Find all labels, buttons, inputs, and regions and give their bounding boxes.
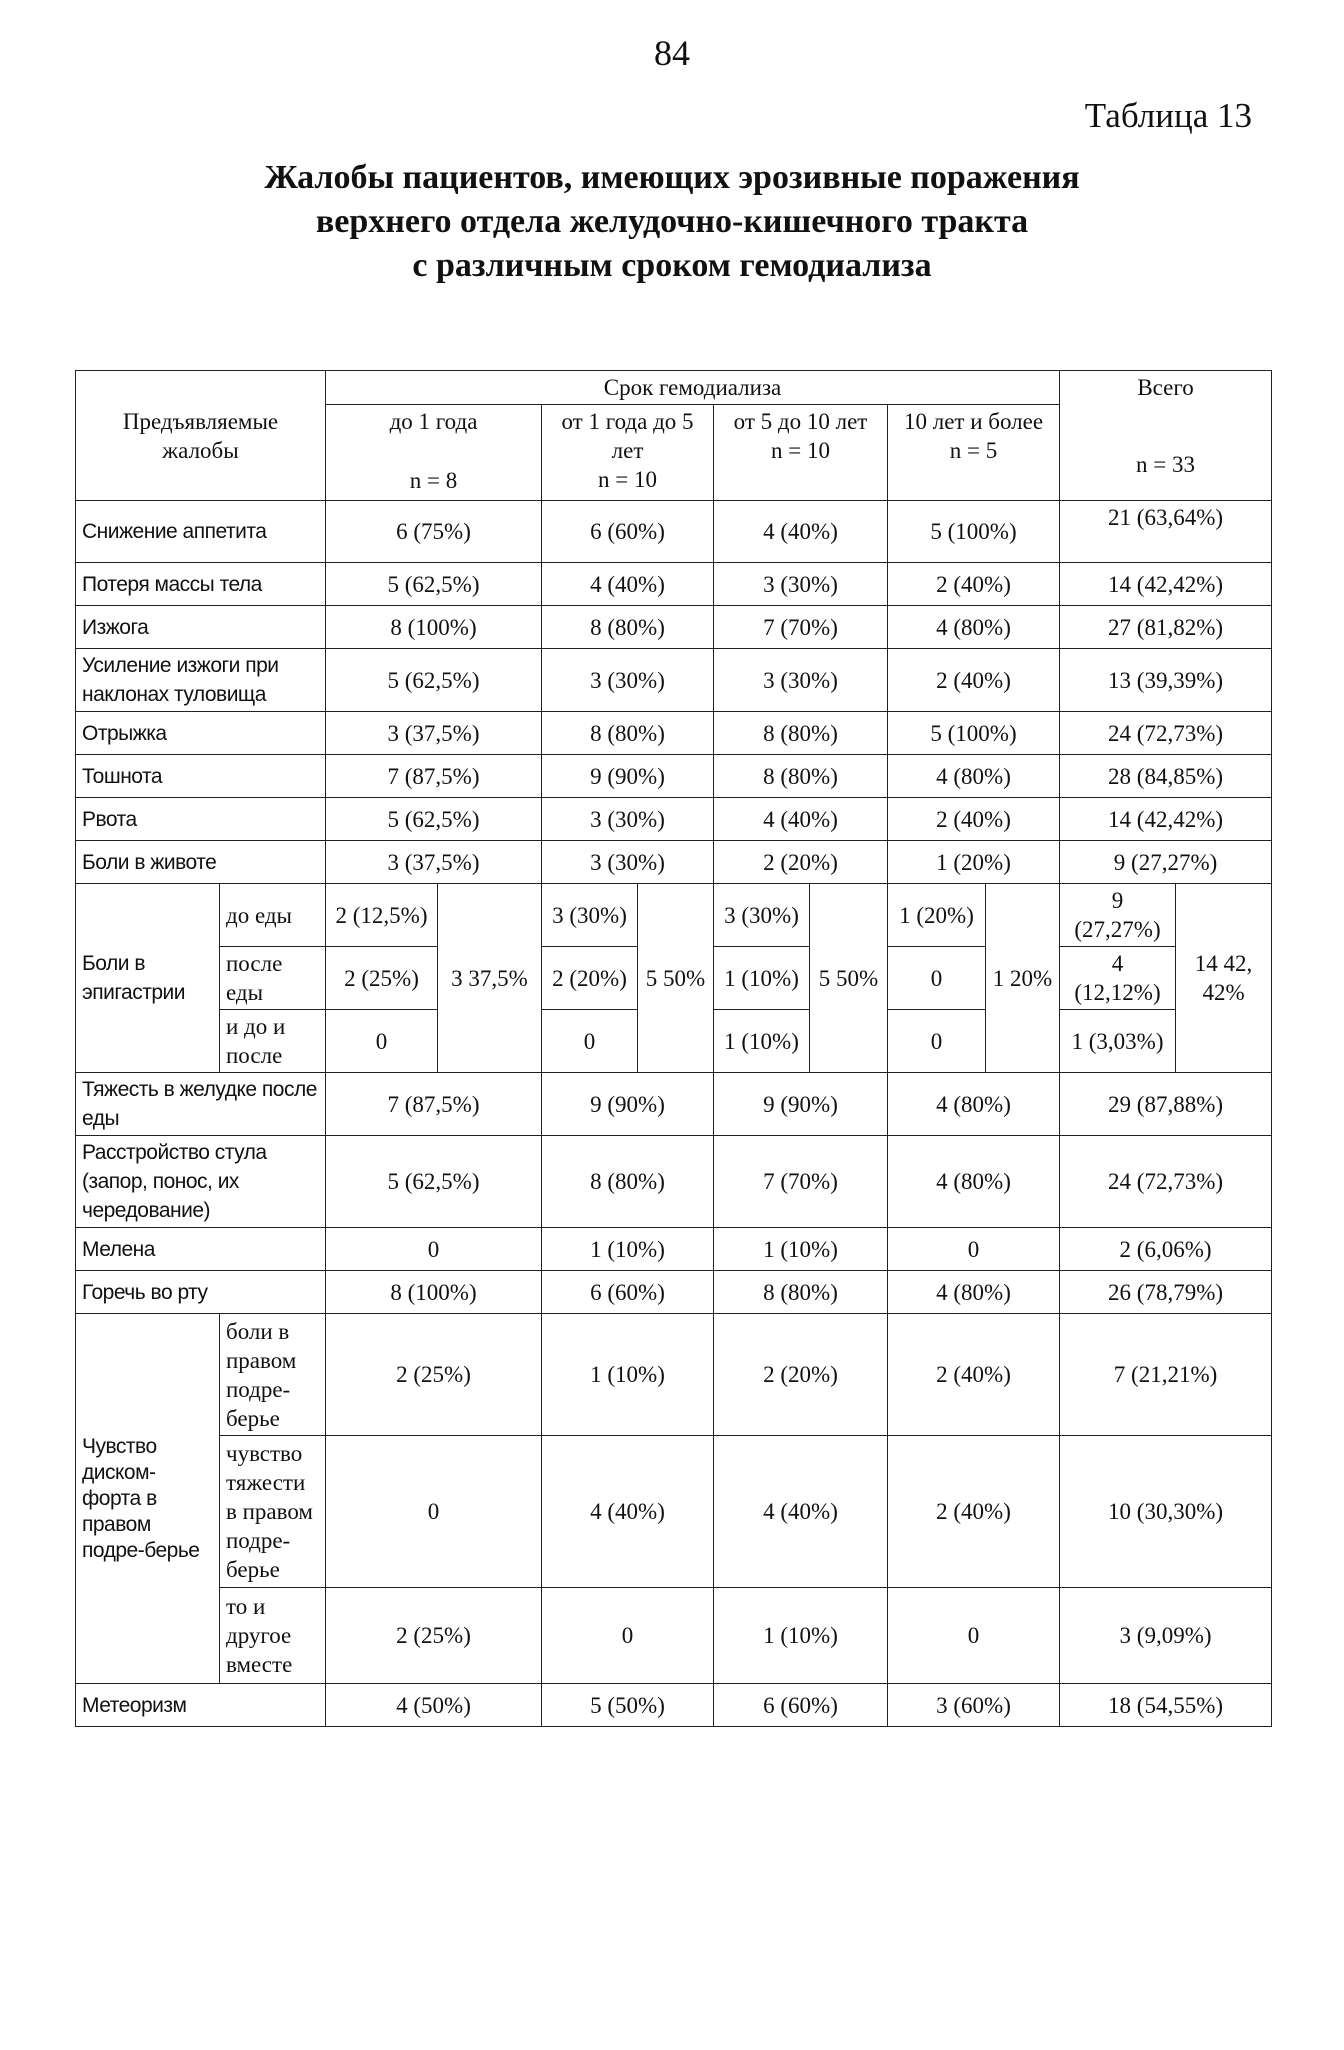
group-label: 10 лет и более xyxy=(903,409,1044,434)
cell: 9 (27,27%) xyxy=(1060,841,1272,884)
table-row xyxy=(76,755,1272,798)
cell: 2 (40%) xyxy=(888,649,1060,712)
cell: 4 (80%) xyxy=(888,1073,1060,1136)
cell: 5 (62,5%) xyxy=(326,649,542,712)
cell: 0 xyxy=(326,1436,542,1588)
row-label: Потеря массы тела xyxy=(76,563,326,606)
cell: 0 xyxy=(326,1010,438,1073)
header-total-n: n = 33 xyxy=(1136,452,1196,477)
cell: 1 (10%) xyxy=(714,1010,810,1073)
subtotal-cell: 1 20% xyxy=(986,884,1060,1073)
sub-label: боли в правом подре-берье xyxy=(220,1314,326,1436)
subtotal-cell: 5 50% xyxy=(638,884,714,1073)
sub-label: чувство тяжести в правом подре-берье xyxy=(220,1436,326,1588)
cell: 21 (63,64%) xyxy=(1060,501,1272,563)
cell: 18 (54,55%) xyxy=(1060,1684,1272,1727)
cell: 2 (25%) xyxy=(326,1588,542,1684)
cell: 1 (20%) xyxy=(888,841,1060,884)
cell: 8 (80%) xyxy=(542,606,714,649)
cell: 2 (25%) xyxy=(326,1314,542,1436)
table-row xyxy=(76,501,1272,563)
header-total xyxy=(1060,371,1272,501)
table-row xyxy=(76,884,1272,947)
cell: 5 (100%) xyxy=(888,501,1060,563)
cell: 9 (90%) xyxy=(542,1073,714,1136)
cell: 8 (80%) xyxy=(714,1271,888,1314)
cell: 8 (100%) xyxy=(326,1271,542,1314)
cell: 4 (80%) xyxy=(888,755,1060,798)
cell: 4 (12,12%) xyxy=(1060,947,1176,1010)
row-label: Боли в животе xyxy=(76,841,326,884)
cell: 2 (40%) xyxy=(888,1436,1060,1588)
cell: 8 (80%) xyxy=(714,712,888,755)
cell: 0 xyxy=(542,1010,638,1073)
table-row xyxy=(76,563,1272,606)
row-label: Расстройство стула (запор, понос, их чередование) xyxy=(76,1136,326,1228)
row-label: Чувство диском-форта в правом подре-берье xyxy=(76,1314,220,1684)
cell: 8 (100%) xyxy=(326,606,542,649)
cell: 3 (37,5%) xyxy=(326,712,542,755)
cell: 3 (60%) xyxy=(888,1684,1060,1727)
table-row xyxy=(76,798,1272,841)
complaints-table xyxy=(75,370,1272,1727)
row-label: Горечь во рту xyxy=(76,1271,326,1314)
table-row xyxy=(76,1271,1272,1314)
cell: 1 (20%) xyxy=(888,884,986,947)
table-row xyxy=(76,1073,1272,1136)
cell: 0 xyxy=(888,1228,1060,1271)
group-label: от 1 года до 5 лет xyxy=(561,409,694,463)
row-label: Усиление изжоги при наклонах туловища xyxy=(76,649,326,712)
cell: 1 (10%) xyxy=(714,947,810,1010)
cell: 24 (72,73%) xyxy=(1060,712,1272,755)
cell: 7 (70%) xyxy=(714,1136,888,1228)
cell: 14 (42,42%) xyxy=(1060,798,1272,841)
cell: 4 (40%) xyxy=(542,563,714,606)
sub-label: до еды xyxy=(220,884,326,947)
cell: 29 (87,88%) xyxy=(1060,1073,1272,1136)
title-line: с различным сроком гемодиализа xyxy=(412,247,932,284)
header-total-label: Всего xyxy=(1137,375,1194,400)
table-row xyxy=(76,841,1272,884)
cell: 5 (62,5%) xyxy=(326,563,542,606)
cell: 3 (30%) xyxy=(542,649,714,712)
table-row xyxy=(76,1314,1272,1436)
row-label: Изжога xyxy=(76,606,326,649)
cell: 4 (40%) xyxy=(542,1436,714,1588)
cell: 2 (6,06%) xyxy=(1060,1228,1272,1271)
cell: 1 (10%) xyxy=(542,1314,714,1436)
row-label: Тошнота xyxy=(76,755,326,798)
header-complaints: Предъявляемые жалобы xyxy=(76,371,326,501)
cell: 26 (78,79%) xyxy=(1060,1271,1272,1314)
table-row xyxy=(76,1136,1272,1228)
sub-label: то и другое вместе xyxy=(220,1588,326,1684)
group-n: n = 5 xyxy=(949,438,998,463)
cell: 1 (10%) xyxy=(542,1228,714,1271)
table-row xyxy=(76,1228,1272,1271)
cell: 1 (10%) xyxy=(714,1228,888,1271)
subtotal-cell: 3 37,5% xyxy=(438,884,542,1073)
cell: 7 (70%) xyxy=(714,606,888,649)
table-row xyxy=(76,606,1272,649)
cell: 7 (87,5%) xyxy=(326,755,542,798)
group-n: n = 10 xyxy=(771,438,830,463)
cell: 2 (40%) xyxy=(888,798,1060,841)
cell: 7 (87,5%) xyxy=(326,1073,542,1136)
cell: 0 xyxy=(888,1588,1060,1684)
row-label: Боли в эпигастрии xyxy=(76,884,220,1073)
cell: 9 (90%) xyxy=(714,1073,888,1136)
sub-label: после еды xyxy=(220,947,326,1010)
table-row xyxy=(76,1588,1272,1684)
header-group xyxy=(326,405,542,501)
cell: 9 (90%) xyxy=(542,755,714,798)
cell: 2 (20%) xyxy=(714,841,888,884)
cell: 3 (30%) xyxy=(542,884,638,947)
cell: 6 (60%) xyxy=(542,501,714,563)
cell: 3 (30%) xyxy=(714,563,888,606)
cell: 4 (80%) xyxy=(888,1271,1060,1314)
cell: 0 xyxy=(888,1010,986,1073)
sub-label: и до и после xyxy=(220,1010,326,1073)
cell: 4 (40%) xyxy=(714,798,888,841)
cell: 2 (40%) xyxy=(888,1314,1060,1436)
cell: 4 (80%) xyxy=(888,606,1060,649)
table-title xyxy=(0,156,1344,288)
cell: 2 (20%) xyxy=(542,947,638,1010)
cell: 3 (30%) xyxy=(714,649,888,712)
header-group xyxy=(542,405,714,501)
cell: 0 xyxy=(542,1588,714,1684)
cell: 3 (30%) xyxy=(542,798,714,841)
header-group xyxy=(888,405,1060,501)
cell: 6 (60%) xyxy=(714,1684,888,1727)
cell: 3 (30%) xyxy=(542,841,714,884)
cell: 2 (12,5%) xyxy=(326,884,438,947)
row-label: Отрыжка xyxy=(76,712,326,755)
cell: 5 (62,5%) xyxy=(326,798,542,841)
cell: 2 (25%) xyxy=(326,947,438,1010)
cell: 5 (100%) xyxy=(888,712,1060,755)
title-line: Жалобы пациентов, имеющих эрозивные поражения xyxy=(264,159,1080,196)
row-label: Мелена xyxy=(76,1228,326,1271)
cell: 3 (9,09%) xyxy=(1060,1588,1272,1684)
title-line: верхнего отдела желудочно-кишечного тракта xyxy=(315,203,1029,240)
cell: 0 xyxy=(326,1228,542,1271)
cell: 2 (20%) xyxy=(714,1314,888,1436)
header-group xyxy=(714,405,888,501)
table-row xyxy=(76,712,1272,755)
page-number: 84 xyxy=(654,33,690,73)
cell: 2 (40%) xyxy=(888,563,1060,606)
subtotal-cell: 5 50% xyxy=(810,884,888,1073)
cell: 5 (50%) xyxy=(542,1684,714,1727)
cell: 14 (42,42%) xyxy=(1060,563,1272,606)
cell: 0 xyxy=(888,947,986,1010)
group-n: n = 10 xyxy=(598,467,657,492)
row-label: Тяжесть в желудке после еды xyxy=(76,1073,326,1136)
cell: 4 (40%) xyxy=(714,501,888,563)
cell: 6 (75%) xyxy=(326,501,542,563)
header-period: Срок гемодиализа xyxy=(326,371,1060,405)
cell: 8 (80%) xyxy=(542,712,714,755)
cell: 1 (3,03%) xyxy=(1060,1010,1176,1073)
cell: 9 (27,27%) xyxy=(1060,884,1176,947)
cell: 5 (62,5%) xyxy=(326,1136,542,1228)
cell: 4 (80%) xyxy=(888,1136,1060,1228)
cell: 28 (84,85%) xyxy=(1060,755,1272,798)
cell: 8 (80%) xyxy=(542,1136,714,1228)
cell: 6 (60%) xyxy=(542,1271,714,1314)
cell: 27 (81,82%) xyxy=(1060,606,1272,649)
cell: 3 (30%) xyxy=(714,884,810,947)
table-row xyxy=(76,1436,1272,1588)
group-label: до 1 года xyxy=(389,409,478,434)
table-row xyxy=(76,649,1272,712)
table-label: Таблица 13 xyxy=(1084,96,1252,135)
cell: 24 (72,73%) xyxy=(1060,1136,1272,1228)
cell: 4 (50%) xyxy=(326,1684,542,1727)
group-n: n = 8 xyxy=(409,468,458,493)
cell: 13 (39,39%) xyxy=(1060,649,1272,712)
row-label: Рвота xyxy=(76,798,326,841)
cell: 4 (40%) xyxy=(714,1436,888,1588)
cell: 3 (37,5%) xyxy=(326,841,542,884)
subtotal-cell: 14 42, 42% xyxy=(1176,884,1272,1073)
cell: 7 (21,21%) xyxy=(1060,1314,1272,1436)
row-label: Метеоризм xyxy=(76,1684,326,1727)
cell: 1 (10%) xyxy=(714,1588,888,1684)
cell: 10 (30,30%) xyxy=(1060,1436,1272,1588)
table-row xyxy=(76,1684,1272,1727)
row-label: Снижение аппетита xyxy=(76,501,326,563)
cell: 8 (80%) xyxy=(714,755,888,798)
group-label: от 5 до 10 лет xyxy=(733,409,868,434)
